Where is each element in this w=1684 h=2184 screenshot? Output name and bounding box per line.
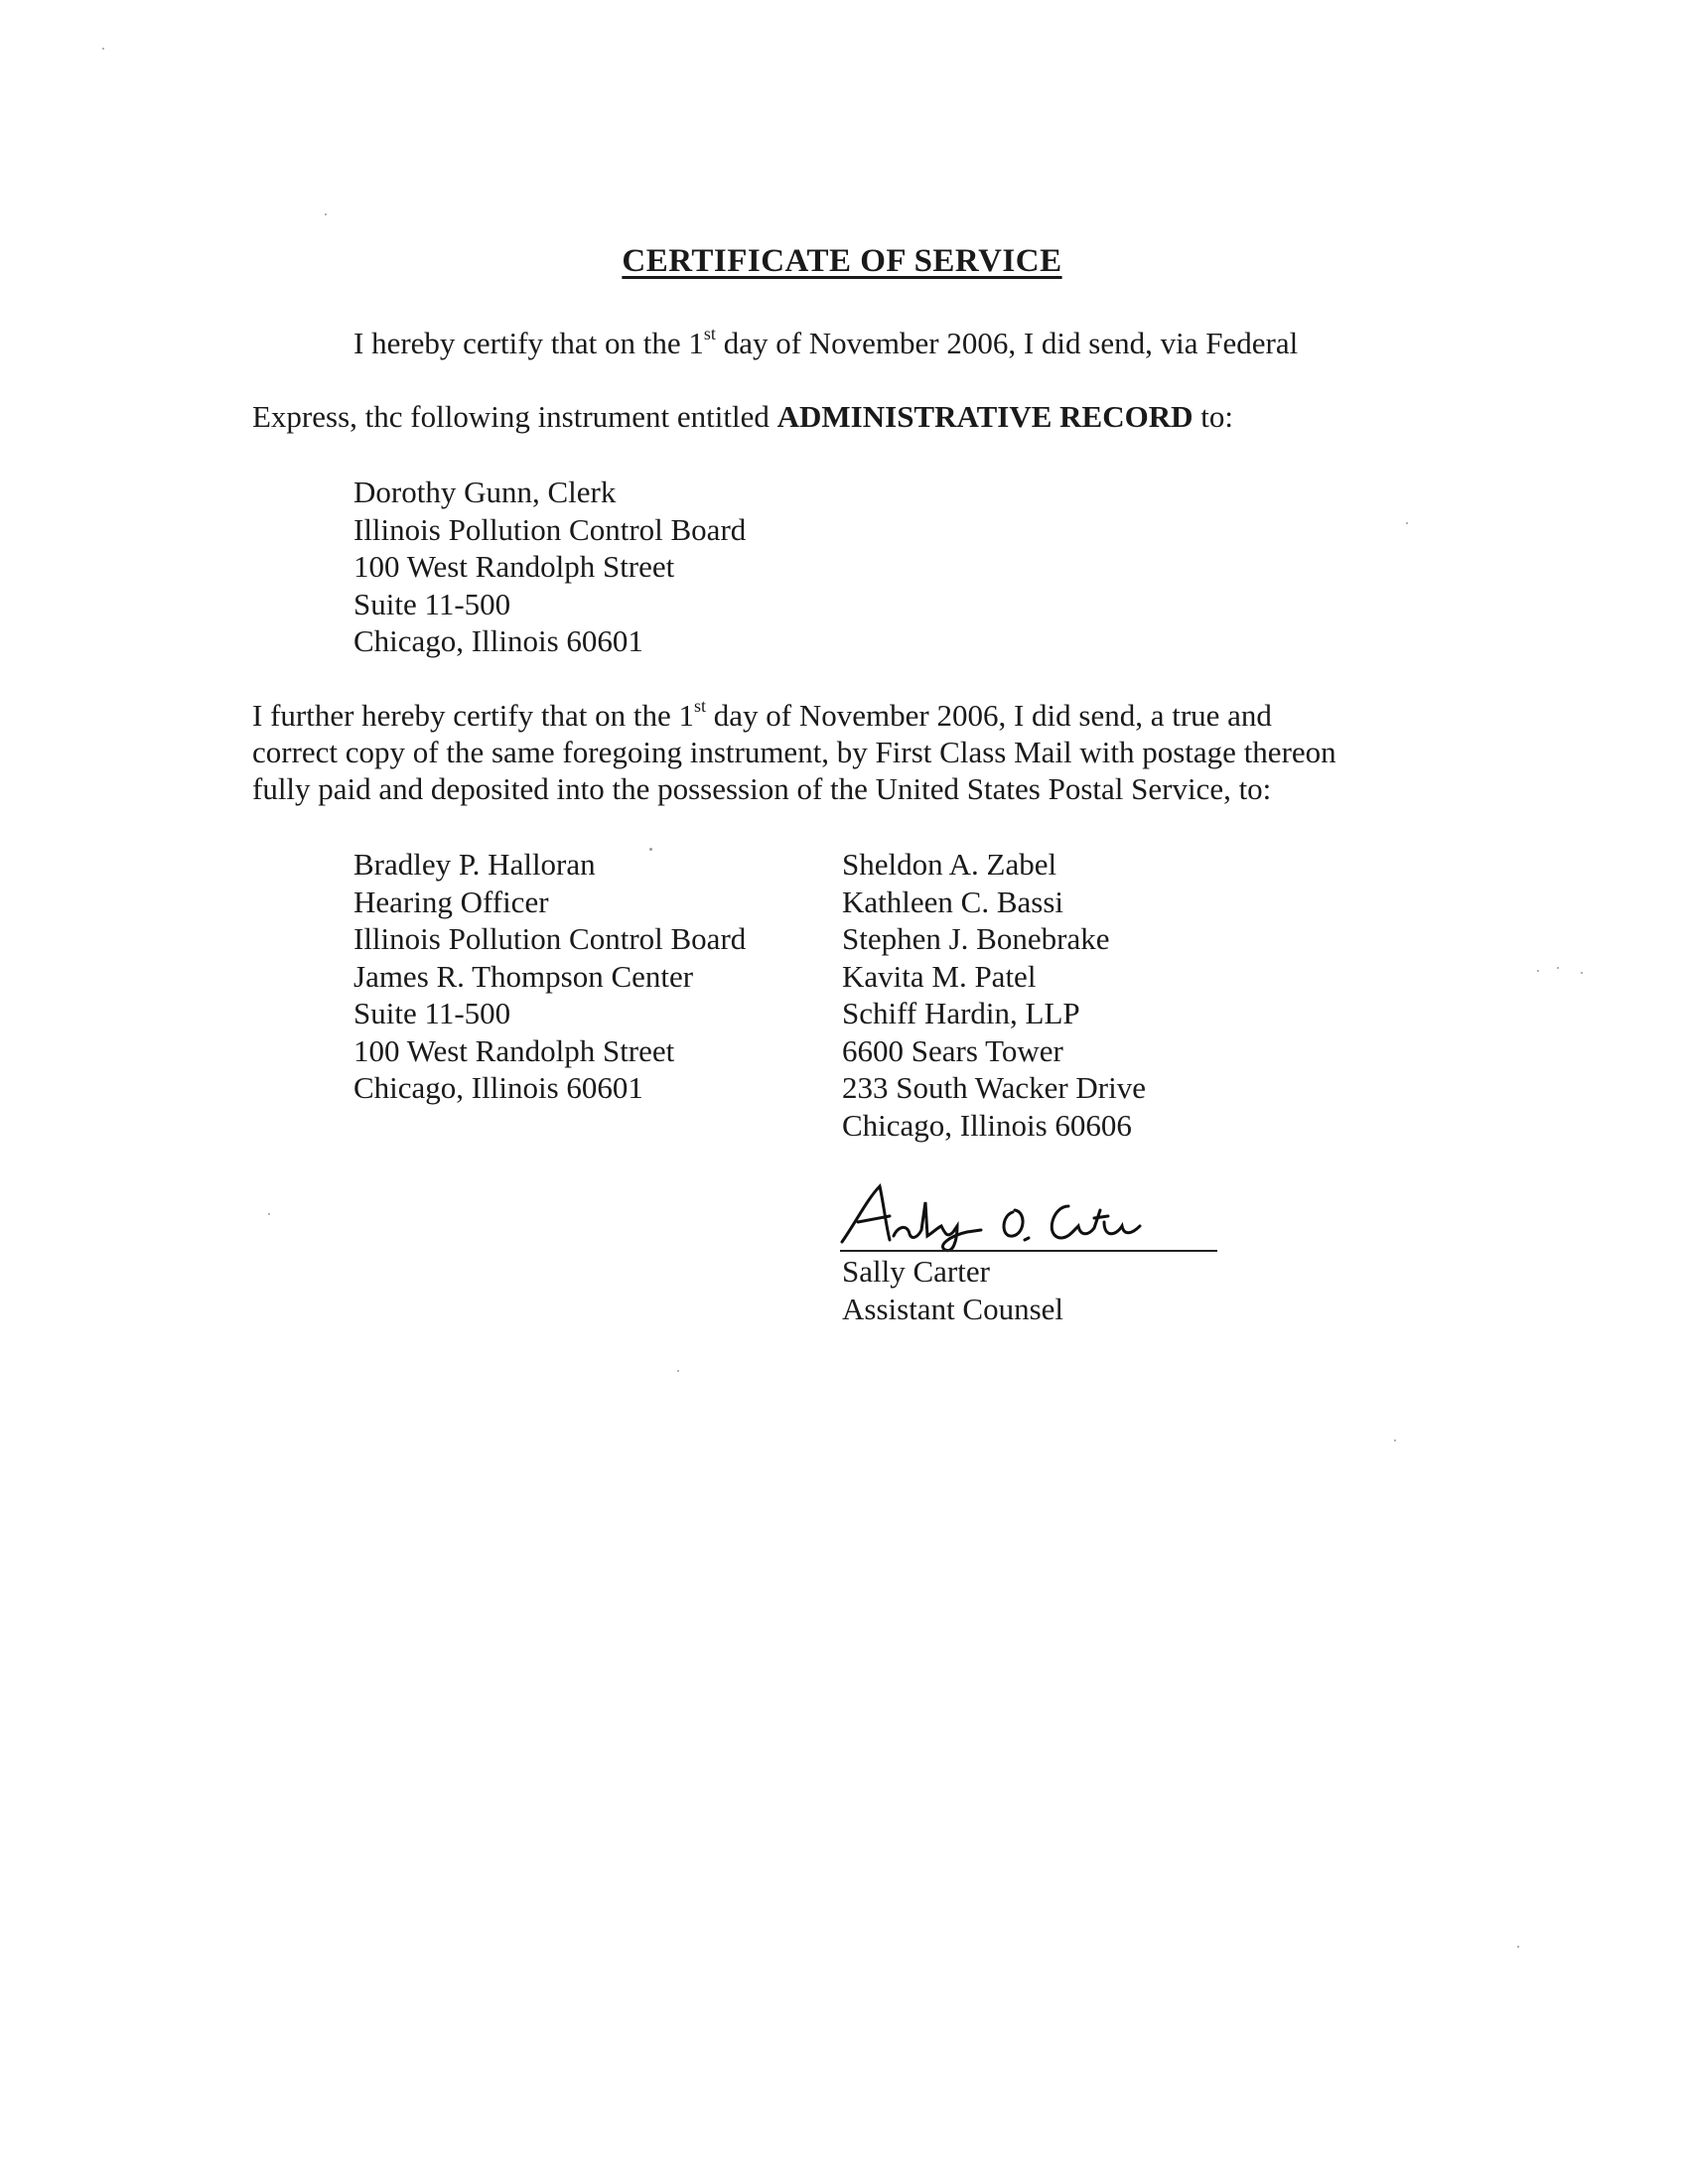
para2-line1: I further hereby certify that on the 1st day of November 2006, I did send, a true and (252, 696, 1272, 733)
recipient-schiff-hardin-address: Sheldon A. Zabel Kathleen C. Bassi Stephen J. Bonebrake Kavita M. Patel Schiff Hardin, LLP 6600 Sears Tower 233 South Wacker Drive Chicago, Illinois 60606 (842, 847, 1147, 1143)
scan-speck (649, 848, 652, 851)
signature-line (840, 1250, 1217, 1252)
signatory-block (842, 1253, 1063, 1327)
para2-line3: fully paid and deposited into the possession of the United States Postal Service, to: (252, 771, 1272, 806)
scan-speck (102, 48, 104, 50)
scan-speck (325, 213, 327, 215)
para2-line2: correct copy of the same foregoing instrument, by First Class Mail with postage thereon (252, 735, 1336, 769)
para1-line1: I hereby certify that on the 1st day of November 2006, I did send, via Federal (353, 324, 1299, 360)
scan-speck (1394, 1439, 1396, 1441)
document-title: CERTIFICATE OF SERVICE (622, 243, 1062, 279)
scan-speck (1406, 522, 1408, 524)
signatory-role: Assistant Counsel (842, 1291, 1064, 1326)
para1-line2: Express, thc following instrument entitled ADMINISTRATIVE RECORD to: (252, 399, 1233, 434)
recipient-clerk-address: Dorothy Gunn, Clerk Illinois Pollution Control Board 100 West Randolph Street Suite 11-500 Chicago, Illinois 60601 (353, 475, 747, 658)
recipient-hearing-officer-address: Bradley P. Halloran Hearing Officer Illinois Pollution Control Board James R. Thompson Center Suite 11-500 100 West Randolph Street Chicago, Illinois 60601 (353, 847, 747, 1105)
scan-speck (1537, 970, 1539, 972)
scan-speck (1517, 1946, 1519, 1948)
instrument-title: ADMINISTRATIVE RECORD (776, 399, 1193, 434)
scan-speck (677, 1370, 679, 1372)
handwritten-signature (834, 1176, 1221, 1256)
scan-speck (268, 1213, 270, 1215)
signatory-name: Sally Carter (842, 1254, 990, 1289)
scan-speck (1557, 967, 1559, 969)
scan-speck (1581, 972, 1583, 974)
